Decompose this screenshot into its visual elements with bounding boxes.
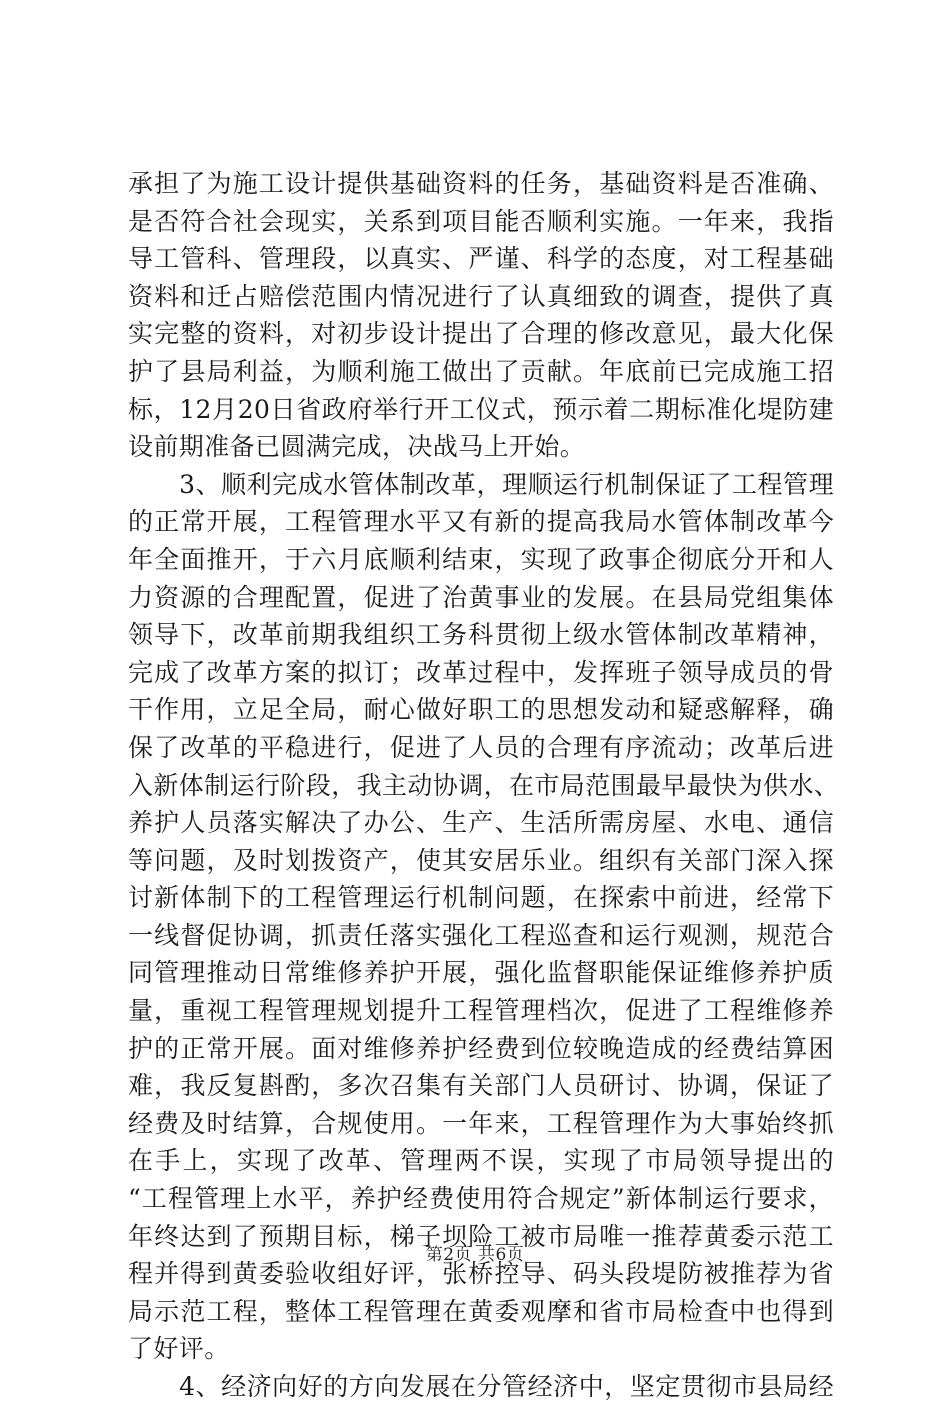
text-line: 局示范工程，整体工程管理在黄委观摩和省市局检查中也得到 bbox=[128, 1296, 834, 1326]
text-line: 标，12月20日省政府举行开工仪式，预示着二期标准化堤防建 bbox=[128, 394, 834, 424]
text-line: 是否符合社会现实，关系到项目能否顺利实施。一年来，我指 bbox=[128, 206, 834, 236]
text-line: 量，重视工程管理规划提升工程管理档次，促进了工程维修养 bbox=[128, 996, 834, 1026]
text-line: 程并得到黄委验收组好评，张桥控导、码头段堤防被推荐为省 bbox=[128, 1259, 834, 1289]
text-line: 一线督促协调，抓责任落实强化工程巡查和运行观测，规范合 bbox=[128, 920, 834, 950]
text-line: 3、顺利完成水管体制改革，理顺运行机制保证了工程管理 bbox=[128, 469, 834, 499]
text-line: 实完整的资料，对初步设计提出了合理的修改意见，最大化保 bbox=[128, 319, 834, 349]
text-line: 力资源的合理配置，促进了治黄事业的发展。在县局党组集体 bbox=[128, 582, 834, 612]
text-line: 设前期准备已圆满完成，决战马上开始。 bbox=[128, 432, 586, 462]
text-line: 了好评。 bbox=[128, 1334, 230, 1364]
text-line: 护了县局利益，为顺利施工做出了贡献。年底前已完成施工招 bbox=[128, 356, 834, 386]
text-line: 承担了为施工设计提供基础资料的任务，基础资料是否准确、 bbox=[128, 169, 834, 198]
text-line: 4、经济向好的方向发展在分管经济中，坚定贯彻市县局经 bbox=[128, 1372, 834, 1401]
text-line: 讨新体制下的工程管理运行机制问题，在探索中前进，经常下 bbox=[128, 883, 834, 913]
text-line: 护的正常开展。面对维修养护经费到位较晚造成的经费结算困 bbox=[128, 1033, 834, 1063]
text-line: 同管理推动日常维修养护开展，强化监督职能保证维修养护质 bbox=[128, 958, 834, 988]
page-footer: 第2页 共6页 bbox=[425, 1245, 525, 1265]
text-line: 的正常开展，工程管理水平又有新的提高我局水管体制改革今 bbox=[128, 507, 834, 537]
document-body bbox=[128, 165, 840, 1406]
text-line: 等问题，及时划拨资产，使其安居乐业。组织有关部门深入探 bbox=[128, 845, 834, 875]
text-line: 经费及时结算，合规使用。一年来，工程管理作为大事始终抓 bbox=[128, 1108, 834, 1138]
text-line: 年终达到了预期目标，梯子坝险工被市局唯一推荐黄委示范工 bbox=[128, 1221, 834, 1251]
text-line: 入新体制运行阶段，我主动协调，在市局范围最早最快为供水、 bbox=[128, 770, 840, 800]
text-line: 难，我反复斟酌，多次召集有关部门人员研讨、协调，保证了 bbox=[128, 1071, 834, 1101]
text-line: “工程管理上水平，养护经费使用符合规定”新体制运行要求， bbox=[128, 1184, 834, 1214]
text-line: 资料和迁占赔偿范围内情况进行了认真细致的调查，提供了真 bbox=[128, 281, 834, 311]
text-line: 干作用，立足全局，耐心做好职工的思想发动和疑惑解释，确 bbox=[128, 695, 834, 725]
text-line: 养护人员落实解决了办公、生产、生活所需房屋、水电、通信 bbox=[128, 808, 834, 838]
text-line: 在手上，实现了改革、管理两不误，实现了市局领导提出的 bbox=[128, 1146, 834, 1176]
text-line: 导工管科、管理段，以真实、严谨、科学的态度，对工程基础 bbox=[128, 244, 834, 274]
text-line: 保了改革的平稳进行，促进了人员的合理有序流动；改革后进 bbox=[128, 732, 834, 762]
text-line: 领导下，改革前期我组织工务科贯彻上级水管体制改革精神， bbox=[128, 620, 834, 650]
text-line: 完成了改革方案的拟订；改革过程中，发挥班子领导成员的骨 bbox=[128, 657, 834, 687]
text-line: 年全面推开，于六月底顺利结束，实现了政事企彻底分开和人 bbox=[128, 544, 834, 574]
